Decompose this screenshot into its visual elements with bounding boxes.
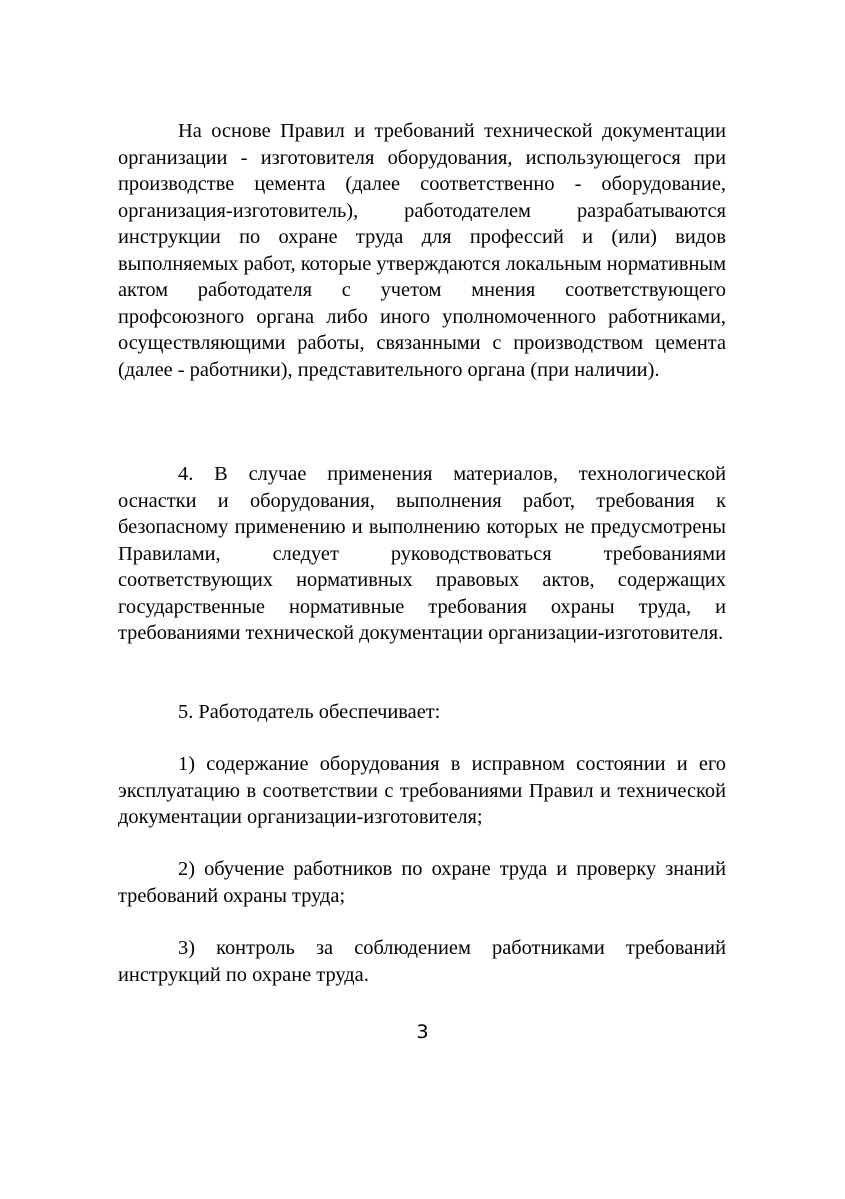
- list-item-2: 2) обучение работников по охране труда и проверку знаний требований охраны труда;: [118, 858, 726, 907]
- list-item-1: 1) содержание оборудования в исправном состоянии и его эксплуатацию в соответствии с требованиями Правил и технической документации организации-изготовителя;: [118, 753, 726, 828]
- page-number: 3: [416, 1021, 429, 1043]
- list-item-3: 3) контроль за соблюдением работниками требований инструкций по охране труда.: [118, 937, 726, 986]
- paragraph-item-5: 5. Работодатель обеспечивает:: [178, 701, 441, 723]
- paragraph-instructions-development: На основе Правил и требований технической документации организации - изготовителя оборудования, использующегося при производстве цемента (далее соответственно - оборудование, организация-изготовитель), работодателем разрабатываются инструкции по охране труда для профессий и (или) видов выполняемых работ, которые утверждаются локальным нормативным актом работодателя с учетом мнения соответствующего профсоюзного органа либо иного уполномоченного работниками, осуществляющими работы, связанными с производством цемента (далее - работники), представительного органа (при наличии).: [118, 120, 726, 381]
- paragraph-item-4: 4. В случае применения материалов, технологической оснастки и оборудования, выполнения работ, требования к безопасному применению и выполнению которых не предусмотрены Правилами, следует руководствоваться требованиями соответствующих нормативных правовых актов, содержащих государственные нормативные требования охраны труда, и требованиями технической документации организации-изготовителя.: [118, 463, 726, 644]
